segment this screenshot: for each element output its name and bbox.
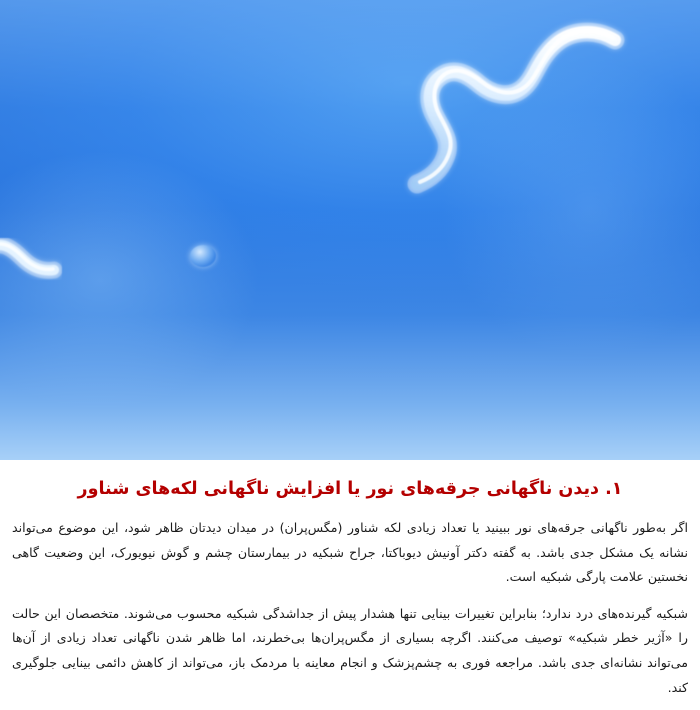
squiggle-floater-icon: [395, 18, 645, 208]
chain-floater-icon: [0, 238, 62, 280]
article-paragraph-2: شبکیه گیرنده‌های درد ندارد؛ بنابراین تغییرات بینایی تنها هشدار پیش از جداشدگی شبکیه محسوب می‌شوند. متخصصان این حالت را «آژیر خطر شبکیه» توصیف می‌کنند. اگرچه بسیاری از مگس‌پران‌ها بی‌خطرند، اما ظاهر شدن ناگهانی تعداد زیادی از آن‌ها می‌تواند نشانه‌ای جدی باشد. مراجعه فوری به چشم‌پزشک و انجام معاینه با مردمک باز، می‌تواند از کاهش دائمی بینایی جلوگیری کند.: [12, 605, 688, 695]
sky-haze-bottom: [0, 210, 700, 460]
sky-glow-left: [0, 150, 260, 410]
page-title: ۱. دیدن ناگهانی جرقه‌های نور یا افزایش ناگهانی لکه‌های شناور: [77, 479, 623, 499]
dot-floater-icon: [190, 245, 216, 267]
article-content: [0, 460, 700, 710]
article-paragraph-1: اگر به‌طور ناگهانی جرقه‌های نور ببینید یا تعداد زیادی لکه شناور (مگس‌پران) در میدان دیدتان ظاهر شود، این موضوع می‌تواند نشانه یک مشکل جدی باشد. به گفته دکتر آونیش دیوباکتا، جراح شبکیه در بیمارستان چشم و گوش نیویورک، این وضعیت گاهی نخستین علامت پارگی شبکیه است.: [12, 520, 688, 585]
